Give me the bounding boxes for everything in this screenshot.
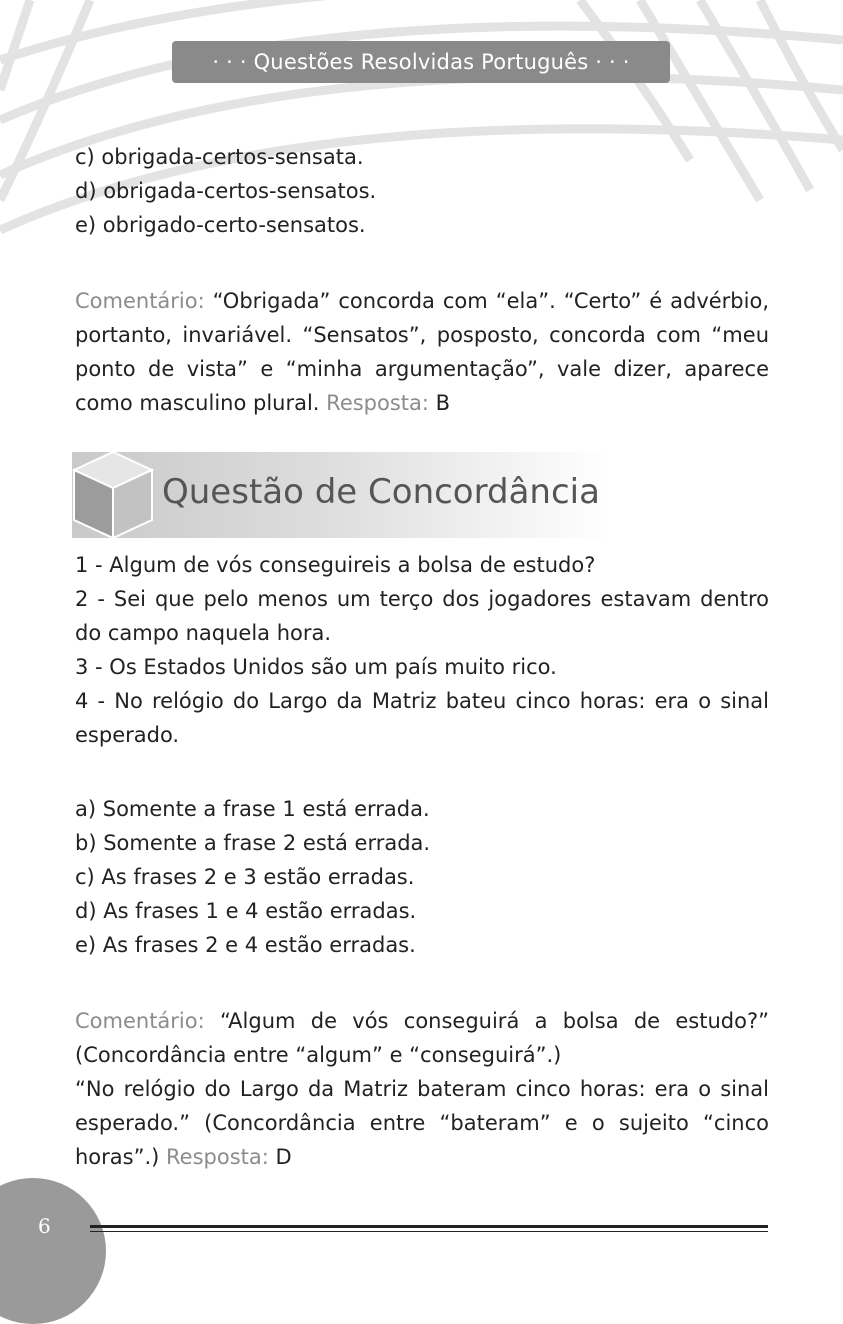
option-a: a) Somente a frase 1 está errada. [75, 797, 430, 821]
answer-value: B [428, 391, 451, 415]
options-list [75, 792, 769, 962]
comment-1 [75, 284, 769, 420]
header-title: · · · Questões Resolvidas Português · · · [212, 50, 630, 74]
option-d-prev: d) obrigada-certos-sensatos. [75, 179, 377, 203]
option-c-prev: c) obrigada-certos-sensata. [75, 145, 364, 169]
comment-text-1: “Algum de vós conseguirá a bolsa de estudo?” (Concordância entre “algum” e “conseguirá”.) [75, 1009, 769, 1067]
footer-rule [90, 1225, 768, 1228]
option-e: e) As frases 2 e 4 estão erradas. [75, 933, 416, 957]
cube-icon [72, 450, 154, 540]
section-title: Questão de Concordância [162, 472, 600, 512]
statements-list [75, 548, 769, 752]
answer-label: Resposta: [326, 391, 429, 415]
statement-1: 1 - Algum de vós conseguireis a bolsa de estudo? [75, 553, 596, 577]
statement-4: 4 - No relógio do Largo da Matriz bateu cinco horas: era o sinal esperado. [75, 689, 769, 747]
answer-value: D [268, 1145, 292, 1169]
header-banner [172, 41, 670, 83]
statement-3: 3 - Os Estados Unidos são um país muito rico. [75, 655, 557, 679]
comment-text-2: “No relógio do Largo da Matriz bateram cinco horas: era o sinal esperado.” (Concordância entre “bateram” e o sujeito “cinco horas”.) [75, 1077, 769, 1169]
answer-label: Resposta: [166, 1145, 269, 1169]
option-c: c) As frases 2 e 3 estão erradas. [75, 865, 415, 889]
option-d: d) As frases 1 e 4 estão erradas. [75, 899, 417, 923]
page-number: 6 [38, 1214, 51, 1238]
page-number-tab [0, 1178, 106, 1324]
comment-label: Comentário: [75, 1009, 205, 1033]
comment-2 [75, 1004, 769, 1174]
footer-rule-thin [90, 1231, 768, 1232]
option-b: b) Somente a frase 2 está errada. [75, 831, 431, 855]
statement-2: 2 - Sei que pelo menos um terço dos jogadores estavam dentro do campo naquela hora. [75, 587, 769, 645]
option-e-prev: e) obrigado-certo-sensatos. [75, 213, 366, 237]
previous-options-list [75, 140, 769, 242]
comment-text: “Obrigada” concorda com “ela”. “Certo” é advérbio, portanto, invariável. “Sensatos”, posposto, concorda com “meu ponto de vista” e “minha argumentação”, vale dizer, aparece como masculino plural. [75, 289, 769, 415]
comment-label: Comentário: [75, 289, 205, 313]
